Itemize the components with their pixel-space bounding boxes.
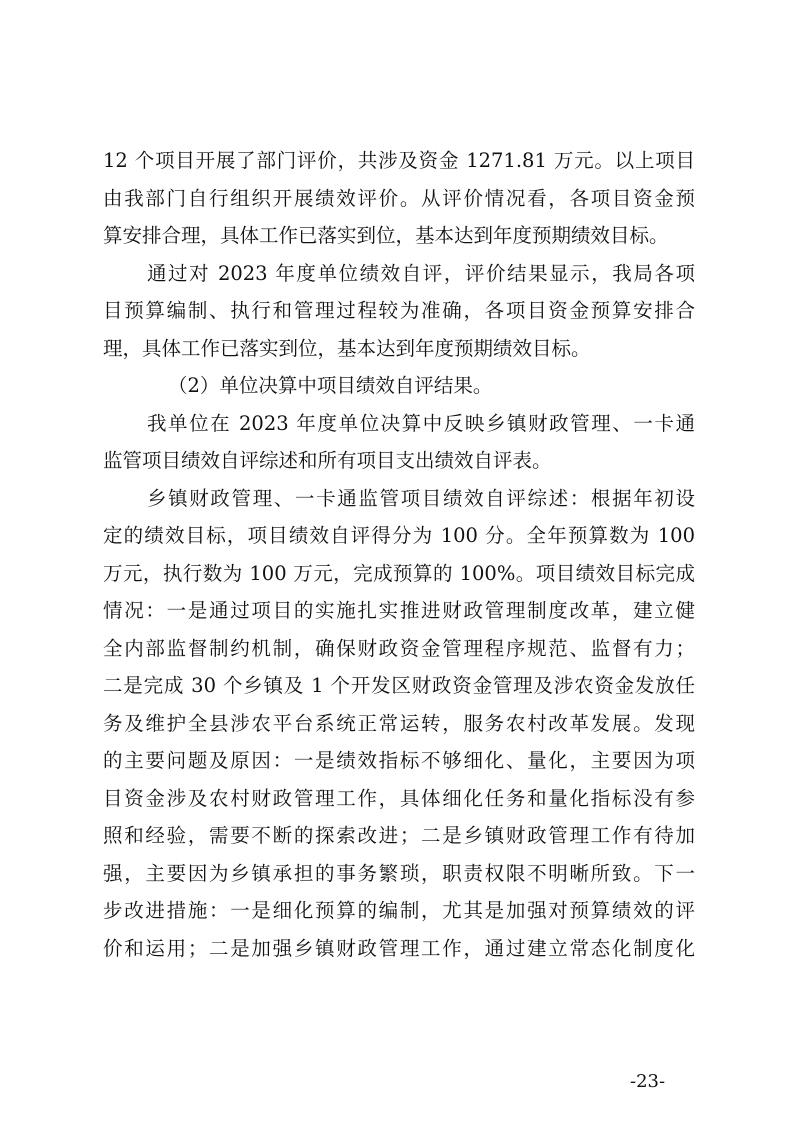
text-line: 的主要问题及原因：一是绩效指标不够细化、量化，主要因为项 [103, 749, 695, 772]
text-line: 步改进措施：一是细化预算的编制，尤其是加强对预算绩效的评 [103, 899, 695, 922]
text-line: 情况：一是通过项目的实施扎实推进财政管理制度改革，建立健 [103, 599, 695, 622]
text-line: 我单位在 2023 年度单位决算中反映乡镇财政管理、一卡通 [147, 411, 695, 435]
text-line: 务及维护全县涉农平台系统正常运转，服务农村改革发展。发现 [103, 711, 695, 735]
text-line: 通过对 2023 年度单位绩效自评，评价结果显示，我局各项 [147, 261, 695, 285]
text-line: 算安排合理，具体工作已落实到位，基本达到年度预期绩效目标。 [103, 224, 669, 247]
section-heading [103, 367, 695, 405]
paragraph-project-summary [103, 480, 695, 968]
page-number: -23- [630, 1071, 666, 1092]
text-line: 监管项目绩效自评综述和所有项目支出绩效自评表。 [103, 449, 552, 472]
text-line: 强，主要因为乡镇承担的事务繁琐，职责权限不明晰所致。下一 [103, 861, 695, 885]
text-line: 理，具体工作已落实到位，基本达到年度预期绩效目标。 [103, 336, 591, 360]
paragraph-project-evaluation [103, 142, 695, 255]
text-line: 由我部门自行组织开展绩效评价。从评价情况看，各项目资金预 [103, 186, 695, 210]
text-line: 目资金涉及农村财政管理工作，具体细化任务和量化指标没有参 [103, 786, 695, 810]
text-line: 照和经验，需要不断的探索改进；二是乡镇财政管理工作有待加 [103, 824, 695, 847]
text-line: 万元，执行数为 100 万元，完成预算的 100%。项目绩效目标完成 [103, 561, 695, 585]
text-line: 12 个项目开展了部门评价，共涉及资金 1271.81 万元。以上项目 [103, 149, 695, 172]
text-line: 全内部监督制约机制，确保财政资金管理程序规范、监督有力； [103, 636, 695, 660]
text-line: 定的绩效目标，项目绩效自评得分为 100 分。全年预算数为 100 [103, 524, 695, 547]
heading-line: （2）单位决算中项目绩效自评结果。 [168, 374, 493, 397]
text-line: 乡镇财政管理、一卡通监管项目绩效自评综述：根据年初设 [147, 486, 695, 510]
text-line: 目预算编制、执行和管理过程较为准确，各项目资金预算安排合 [103, 299, 695, 322]
paragraph-self-evaluation [103, 255, 695, 368]
document-body [103, 142, 695, 967]
text-line: 二是完成 30 个乡镇及 1 个开发区财政资金管理及涉农资金发放任 [103, 674, 695, 697]
text-line: 价和运用；二是加强乡镇财政管理工作，通过建立常态化制度化 [103, 936, 695, 960]
paragraph-final-accounts [103, 405, 695, 480]
